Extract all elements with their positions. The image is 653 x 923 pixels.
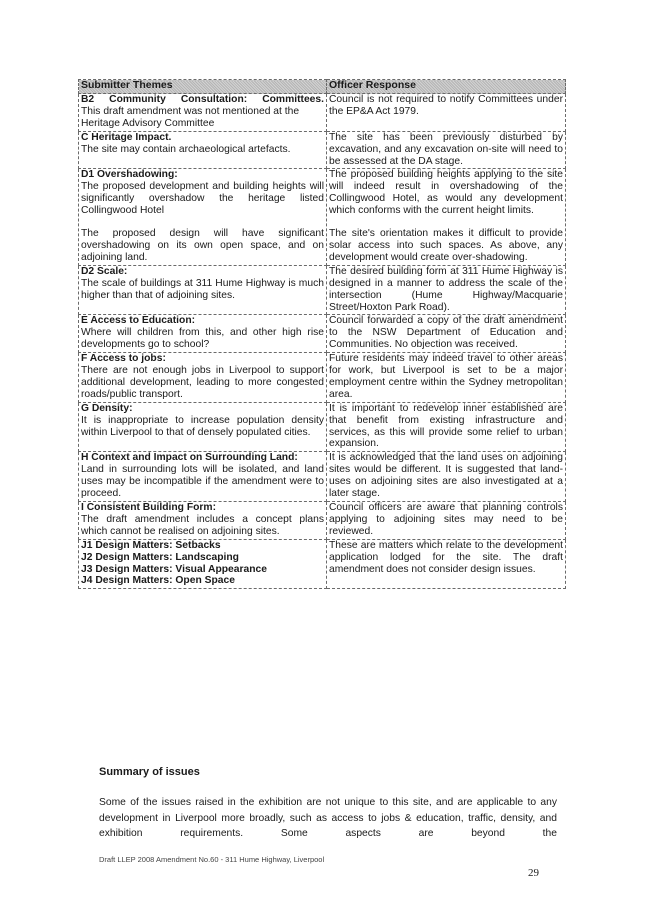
table-row: [79, 94, 566, 132]
theme-text: Where will children from this, and other high rise developments go to school?: [81, 327, 324, 351]
header-submitter-themes: Submitter Themes: [79, 80, 327, 94]
response-cell: [327, 315, 566, 353]
table-row: [79, 169, 566, 265]
table-row: [79, 353, 566, 403]
response-cell: [327, 94, 566, 132]
submissions-table: [78, 79, 566, 589]
table-row: [79, 265, 566, 315]
response-cell: [327, 452, 566, 502]
table-row: [79, 315, 566, 353]
theme-cell: [79, 94, 327, 132]
response-cell: [327, 402, 566, 452]
response-text: The site has been previously disturbed by excavation, and any excavation on-site will need to be assessed at the DA stage.: [329, 131, 563, 167]
theme-text: The scale of buildings at 311 Hume Highway is much higher than that of adjoining sites.: [81, 277, 324, 301]
summary-paragraph: Some of the issues raised in the exhibition are not unique to this site, and are applicable to any development in Liverpool more broadly, such as access to jobs & education, traffic, density, and exhibition requirements. Some aspects are beyond the: [99, 797, 557, 839]
theme-text: There are not enough jobs in Liverpool to support additional development, leading to more congested roads/public transport.: [81, 365, 324, 400]
page-number: 29: [528, 867, 539, 879]
theme-title: J4 Design Matters: Open Space: [81, 575, 235, 587]
theme-text: The site may contain archaeological artefacts.: [81, 143, 291, 155]
theme-title: E Access to Education:: [81, 315, 196, 327]
response-text: Future residents may indeed travel to other areas for work, but Liverpool is set to be a major employment centre within the Sydney metropolitan area.: [329, 353, 563, 400]
theme-title: H Context and Impact on Surrounding Land:: [81, 452, 298, 464]
theme-text: The proposed development and building heights will significantly overshadow the heritage listed Collingwood Hotel: [81, 181, 324, 217]
response-cell: [327, 539, 566, 589]
table-row: [79, 452, 566, 502]
theme-title: J2 Design Matters: Landscaping: [81, 551, 239, 563]
theme-cell: [79, 265, 327, 315]
response-cell: [327, 502, 566, 540]
theme-cell: [79, 502, 327, 540]
table-row: [79, 502, 566, 540]
footer-text: Draft LLEP 2008 Amendment No.60 - 311 Hume Highway, Liverpool: [99, 855, 325, 864]
response-cell: [327, 353, 566, 403]
response-cell: [327, 169, 566, 265]
theme-title: J1 Design Matters: Setbacks: [81, 539, 221, 551]
table-row: [79, 402, 566, 452]
summary-heading: Summary of issues: [99, 766, 200, 778]
theme-title: J3 Design Matters: Visual Appearance: [81, 563, 267, 575]
response-text: It is important to redevelop inner established are that benefit from existing infrastructure and services, as this will provide some relief to urban expansion.: [329, 402, 563, 450]
response-text: The desired building form at 311 Hume Highway is designed in a manner to address the scale of the intersection (Hume Highway/Macquarie Street/Hoxton Park Road).: [329, 265, 563, 313]
response-text: The proposed building heights applying to the site will indeed result in overshadowing of the Collingwood Hotel, as would any development which conforms with the current height limits.: [329, 169, 563, 217]
header-officer-response: Officer Response: [327, 80, 566, 94]
theme-cell: [79, 169, 327, 265]
table-header-row: [79, 80, 566, 94]
theme-cell: [79, 452, 327, 502]
response-cell: [327, 131, 566, 169]
theme-cell: [79, 402, 327, 452]
theme-text: This draft amendment was not mentioned at the Heritage Advisory Committee: [81, 105, 300, 129]
response-text: These are matters which relate to the development application lodged for the site. The draft amendment does not consider design issues.: [329, 539, 563, 575]
theme-text: The draft amendment includes a concept plans which cannot be realised on adjoining sites.: [81, 513, 324, 537]
theme-title: F Access to jobs:: [81, 353, 166, 365]
theme-title: B2 Community Consultation: Committees.: [81, 94, 324, 105]
theme-title: D2 Scale:: [81, 265, 128, 277]
theme-cell: [79, 353, 327, 403]
theme-text: The proposed design will have significant overshadowing on its own open space, and on adjoining land.: [81, 228, 324, 263]
theme-title: C Heritage Impact.: [81, 131, 172, 143]
theme-title: D1 Overshadowing:: [81, 169, 178, 181]
response-text: It is acknowledged that the land uses on adjoining sites would be different. It is suggested that land-uses on adjoining sites are also investigated at a later stage.: [329, 452, 563, 500]
theme-cell: [79, 539, 327, 589]
response-text: Council officers are aware that planning controls applying to adjoining sites may need to be reviewed.: [329, 502, 563, 537]
table-row: [79, 131, 566, 169]
table-row: [79, 539, 566, 589]
theme-text: It is inappropriate to increase population density within Liverpool to that of densely populated cities.: [81, 414, 324, 438]
response-text: The site's orientation makes it difficult to provide solar access into such spaces. As above, any development would create over-shadowing.: [329, 228, 563, 263]
theme-title: G Density:: [81, 402, 133, 414]
response-text: Council forwarded a copy of the draft amendment to the NSW Department of Education and Communities. No objection was received.: [329, 315, 563, 351]
theme-title: I Consistent Building Form:: [81, 502, 216, 513]
theme-cell: [79, 315, 327, 353]
response-cell: [327, 265, 566, 315]
theme-cell: [79, 131, 327, 169]
response-text: Council is not required to notify Committees under the EP&A Act 1979.: [329, 94, 563, 117]
theme-text: Land in surrounding lots will be isolated, and land uses may be incompatible if the amendment were to proceed.: [81, 464, 324, 500]
